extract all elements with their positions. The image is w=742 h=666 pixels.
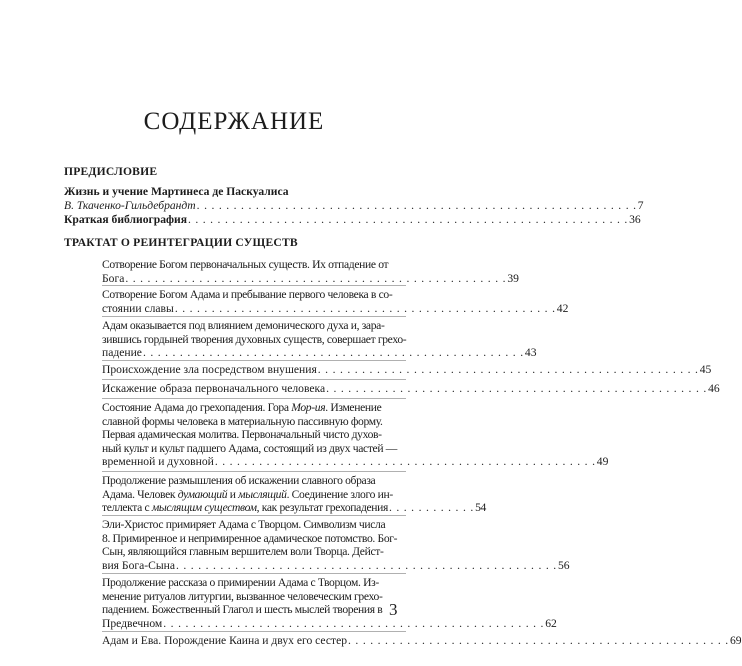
divider — [102, 379, 406, 380]
toc-entry[interactable] — [102, 474, 486, 515]
toc-entry-line: ный культ и культ падшего Адама, состоящий из двух частей — — [102, 441, 397, 455]
toc-page-number: 42 — [556, 301, 569, 315]
toc-page-number: 69 — [729, 634, 742, 647]
text-run-italic: мыслящим существом — [151, 501, 257, 514]
toc-entry-line: падением. Божественный Глагол и шесть мыслей творения в — [102, 603, 383, 616]
toc-entry-line — [102, 501, 388, 515]
toc-entry-line: Бога — [102, 271, 125, 285]
toc-entry-line: стоянии славы — [102, 301, 174, 315]
toc-entry-line: падение — [102, 346, 142, 359]
toc-entry-author-row — [64, 198, 644, 213]
text-run: Адама. Человек — [102, 487, 178, 501]
text-run-italic: думающий — [177, 487, 228, 501]
toc-entry-line: Происхождение зла посредством внушения — [102, 363, 317, 376]
toc-entry-author: В. Ткаченко-Гильдебрандт — [64, 198, 196, 212]
divider — [102, 316, 406, 317]
leader-dots: . . . . . . . . . . . . . . . . . . . . . . . . . . . . . . . . . . . . . . . . . . . . . . . . . . . . . . . . . . . . — [187, 213, 629, 226]
divider — [102, 285, 406, 286]
toc-entry-line: Первая адамическая молитва. Первоначальный чисто духов- — [102, 428, 382, 441]
toc-page-number: 36 — [629, 213, 641, 226]
text-run: Состояние Адама до грехопадения. Гора — [102, 401, 292, 414]
toc-entry-line: зившись гордыней творения духовных существ, совершает грехо- — [102, 332, 407, 346]
toc-entry-line: Продолжение размышления об искажении славного образа — [102, 474, 376, 487]
toc-entry-line: Предвечном — [102, 616, 163, 630]
toc-entry-bibliography[interactable] — [64, 213, 641, 227]
divider — [102, 573, 406, 574]
toc-entry-line — [102, 401, 406, 415]
toc-entry[interactable] — [102, 518, 570, 572]
toc-entry-line: Эли-Христос примиряет Адама с Творцом. Символизм числа — [102, 518, 386, 531]
leader-dots: . . . . . . . . . . . . . . . . . . . . . . . . . . . . . . . . . . . . . . . . . . . . . . . . . . . . — [326, 382, 708, 395]
toc-entry-last-line — [102, 616, 557, 631]
toc-entry[interactable] — [102, 319, 537, 360]
text-run: и — [227, 487, 239, 501]
toc-page-number: 56 — [557, 558, 570, 572]
divider — [102, 631, 406, 632]
text-run-italic: Мор-ия — [291, 401, 326, 414]
divider — [102, 360, 406, 361]
toc-entry-title: Краткая библиография — [64, 213, 187, 226]
toc-entry-line: вия Бога-Сына — [102, 558, 175, 572]
page-title: СОДЕРЖАНИЕ — [143, 108, 325, 135]
leader-dots: . . . . . . . . . . . . — [388, 501, 475, 514]
leader-dots: . . . . . . . . . . . . . . . . . . . . . . . . . . . . . . . . . . . . . . . . . . . . . . . . . . . . — [163, 616, 545, 630]
toc-entry-last-line — [102, 455, 609, 469]
folio-page-number: 3 — [389, 600, 398, 619]
toc-entry-line: Продолжение рассказа о примирении Адама с Творцом. Из- — [102, 576, 379, 589]
divider — [102, 471, 406, 472]
toc-entry-last-line — [102, 501, 486, 515]
toc-entry-line: Сотворение Богом Адама и пребывание первого человека в со- — [102, 288, 393, 301]
toc-entry-line: славной формы человека в материальную пассивную форму. — [102, 414, 383, 428]
toc-page-number: 43 — [524, 346, 537, 359]
toc-entry[interactable] — [102, 258, 519, 285]
toc-entry[interactable] — [102, 288, 569, 315]
text-run: теллекта с — [102, 501, 152, 514]
toc-page-number: 62 — [545, 616, 557, 630]
toc-page-number: 45 — [699, 363, 712, 376]
leader-dots: . . . . . . . . . . . . . . . . . . . . . . . . . . . . . . . . . . . . . . . . . . . . . . . . . . . . — [317, 363, 699, 376]
divider — [102, 398, 406, 399]
toc-entry-line: 8. Примиренное и непримиренное адамическое потомство. Бог- — [102, 531, 398, 545]
toc-page-number: 7 — [637, 198, 644, 212]
toc-entry-preface-article[interactable] — [64, 185, 644, 212]
toc-page-number: 49 — [596, 455, 609, 468]
toc-page-number: 39 — [507, 271, 519, 285]
text-run: , как результат грехопадения — [256, 501, 388, 514]
toc-entry[interactable] — [102, 401, 609, 469]
toc-entry[interactable] — [102, 382, 720, 396]
leader-dots: . . . . . . . . . . . . . . . . . . . . . . . . . . . . . . . . . . . . . . . . . . . . . . . . . . . . — [125, 271, 507, 285]
text-run: . Соединение злого ин- — [286, 487, 393, 501]
toc-entry-last-line — [102, 346, 537, 360]
toc-entry-title: Жизнь и учение Мартинеса де Паскуалиса — [64, 185, 289, 198]
toc-entry-line — [102, 488, 406, 502]
toc-entry[interactable] — [102, 363, 712, 377]
toc-entry-last-line — [102, 558, 570, 573]
leader-dots: . . . . . . . . . . . . . . . . . . . . . . . . . . . . . . . . . . . . . . . . . . . . . . . . . . . . — [214, 455, 596, 468]
text-run-italic: мыслящий — [238, 487, 287, 501]
toc-entry-line: Сын, являющийся главным вершителем воли Творца. Дейст- — [102, 545, 384, 558]
section-heading-treatise: ТРАКТАТ О РЕИНТЕГРАЦИИ СУЩЕСТВ — [64, 236, 298, 249]
leader-dots: . . . . . . . . . . . . . . . . . . . . . . . . . . . . . . . . . . . . . . . . . . . . . . . . . . . . . . . . . . . . — [196, 198, 637, 212]
toc-entry-line: Адам и Ева. Порождение Каина и двух его сестер — [102, 634, 348, 647]
leader-dots: . . . . . . . . . . . . . . . . . . . . . . . . . . . . . . . . . . . . . . . . . . . . . . . . . . . . — [348, 634, 729, 647]
leader-dots: . . . . . . . . . . . . . . . . . . . . . . . . . . . . . . . . . . . . . . . . . . . . . . . . . . . . — [176, 558, 557, 572]
toc-page-number: 46 — [708, 382, 720, 395]
section-heading-preface: ПРЕДИСЛОВИЕ — [64, 165, 158, 178]
toc-entry-line: Адам оказывается под влиянием демонического духа и, зара- — [102, 319, 385, 332]
text-run: . Изменение — [325, 401, 382, 414]
toc-entry[interactable] — [102, 576, 557, 630]
toc-page-number: 54 — [475, 501, 486, 514]
leader-dots: . . . . . . . . . . . . . . . . . . . . . . . . . . . . . . . . . . . . . . . . . . . . . . . . . . . . — [142, 346, 524, 359]
toc-entry-line: менение ритуалов литургии, вызванное человеческим грехо- — [102, 589, 383, 603]
leader-dots: . . . . . . . . . . . . . . . . . . . . . . . . . . . . . . . . . . . . . . . . . . . . . . . . . . . . — [174, 301, 556, 315]
toc-entry-line: Искажение образа первоначального человека — [102, 382, 326, 395]
divider — [102, 515, 406, 516]
toc-entry-line: временной и духовной — [102, 455, 214, 468]
toc-entry-last-line — [102, 271, 519, 286]
toc-entry-line: Сотворение Богом первоначальных существ. Их отпадение от — [102, 258, 389, 271]
toc-entry[interactable] — [102, 634, 742, 648]
toc-entry-last-line — [102, 301, 569, 316]
